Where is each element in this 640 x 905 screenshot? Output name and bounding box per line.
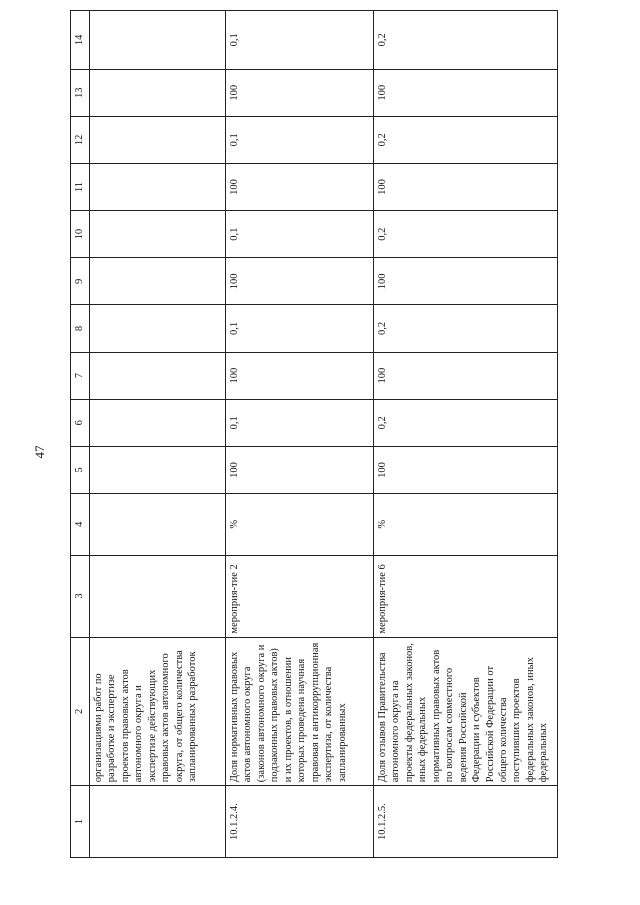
indicator-name: Доля нормативных правовых актов автономного округа (законов автономного округа и подзаконных правовых актов) и их проектов, в отношении которых проведена научная правовая и антикоррупционная экспертиза, от количества запланированных	[226, 637, 374, 786]
header-cell: 2	[71, 637, 90, 786]
value-cell: 0,2	[374, 11, 558, 70]
value-cell	[90, 399, 226, 446]
header-cell: 14	[71, 11, 90, 70]
header-cell: 9	[71, 258, 90, 305]
value-cell: 0,2	[374, 211, 558, 258]
table-row	[90, 11, 226, 858]
value-cell	[90, 305, 226, 352]
page-number: 47	[32, 445, 47, 459]
value-cell: 100	[226, 258, 374, 305]
event-ref: мероприя-тие 6	[374, 555, 558, 637]
value-cell: 100	[226, 446, 374, 493]
unit-cell: %	[374, 494, 558, 556]
value-cell: 100	[374, 163, 558, 210]
value-cell: 0,2	[374, 116, 558, 163]
header-cell: 5	[71, 446, 90, 493]
header-cell: 6	[71, 399, 90, 446]
value-cell: 100	[374, 446, 558, 493]
value-cell: 100	[226, 69, 374, 116]
row-code	[90, 786, 226, 858]
value-cell	[90, 446, 226, 493]
indicator-table	[70, 10, 558, 858]
header-cell: 4	[71, 494, 90, 556]
value-cell: 0,1	[226, 211, 374, 258]
unit-cell: %	[226, 494, 374, 556]
value-cell	[90, 116, 226, 163]
value-cell: 0,2	[374, 399, 558, 446]
table-row	[374, 11, 558, 858]
header-cell: 13	[71, 69, 90, 116]
value-cell: 100	[374, 258, 558, 305]
header-cell: 8	[71, 305, 90, 352]
value-cell	[90, 258, 226, 305]
header-cell: 7	[71, 352, 90, 399]
value-cell: 0,1	[226, 399, 374, 446]
indicator-name: Доля отзывов Правительства автономного округа на проекты федеральных законов, иных федеральных нормативных правовых актов по вопросам совместного ведения Российской Федерации и субъектов Российской Федерации от общего количества поступивших проектов федеральных законов, иных федеральных	[374, 637, 558, 786]
value-cell: 0,2	[374, 305, 558, 352]
value-cell: 0,1	[226, 11, 374, 70]
value-cell: 0,1	[226, 305, 374, 352]
event-ref	[90, 555, 226, 637]
rotated-page	[70, 10, 558, 858]
value-cell	[90, 163, 226, 210]
row-code: 10.1.2.4.	[226, 786, 374, 858]
value-cell: 0,1	[226, 116, 374, 163]
header-cell: 1	[71, 786, 90, 858]
indicator-name: организациями работ по разработке и экспертизе проектов правовых актов автономного округа и экспертизе действующих правовых актов автономного округа, от общего количества запланированных разработок	[90, 637, 226, 786]
header-cell: 3	[71, 555, 90, 637]
header-cell: 11	[71, 163, 90, 210]
row-code: 10.1.2.5.	[374, 786, 558, 858]
table-row	[226, 11, 374, 858]
value-cell: 100	[226, 163, 374, 210]
value-cell	[90, 69, 226, 116]
header-cell: 10	[71, 211, 90, 258]
header-cell: 12	[71, 116, 90, 163]
value-cell: 100	[374, 69, 558, 116]
header-row	[71, 11, 90, 858]
value-cell: 100	[374, 352, 558, 399]
event-ref: мероприя-тие 2	[226, 555, 374, 637]
value-cell: 100	[226, 352, 374, 399]
value-cell	[90, 352, 226, 399]
unit-cell	[90, 494, 226, 556]
value-cell	[90, 211, 226, 258]
value-cell	[90, 11, 226, 70]
